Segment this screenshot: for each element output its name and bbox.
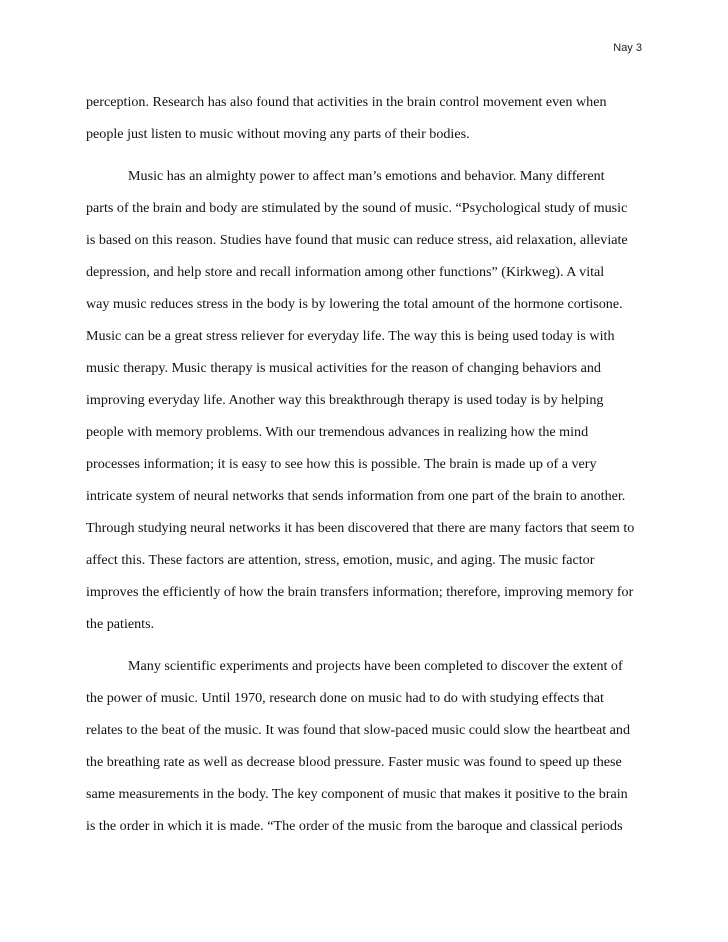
paragraph	[86, 86, 646, 150]
text-line: people with memory problems. With our tremendous advances in realizing how the mind	[86, 424, 589, 440]
text-line: perception. Research has also found that activities in the brain control movement even when	[86, 94, 607, 110]
text-line: the power of music. Until 1970, research done on music had to do with studying effects that	[86, 690, 604, 706]
text-line: music therapy. Music therapy is musical activities for the reason of changing behaviors and	[86, 360, 601, 376]
text-line: is based on this reason. Studies have found that music can reduce stress, aid relaxation, alleviate	[86, 232, 628, 248]
text-line: improves the efficiently of how the brain transfers information; therefore, improving memory for	[86, 584, 634, 600]
paragraph	[86, 160, 646, 640]
text-line: way music reduces stress in the body is by lowering the total amount of the hormone cortisone.	[86, 296, 623, 312]
text-line: Many scientific experiments and projects have been completed to discover the extent of	[128, 658, 623, 674]
page-number-header: Nay 3	[613, 42, 642, 54]
text-line: the breathing rate as well as decrease blood pressure. Faster music was found to speed up these	[86, 754, 622, 770]
text-line: improving everyday life. Another way this breakthrough therapy is used today is by helping	[86, 392, 604, 408]
document-body	[86, 86, 646, 842]
text-line: Music has an almighty power to affect man’s emotions and behavior. Many different	[128, 168, 605, 184]
text-line: the patients.	[86, 616, 155, 632]
text-line: is the order in which it is made. “The order of the music from the baroque and classical periods	[86, 818, 623, 834]
text-line: Through studying neural networks it has been discovered that there are many factors that seem to	[86, 520, 635, 536]
text-line: same measurements in the body. The key component of music that makes it positive to the brain	[86, 786, 628, 802]
text-line: parts of the brain and body are stimulated by the sound of music. “Psychological study of music	[86, 200, 628, 216]
text-line: affect this. These factors are attention, stress, emotion, music, and aging. The music factor	[86, 552, 595, 568]
text-line: intricate system of neural networks that sends information from one part of the brain to another.	[86, 488, 626, 504]
text-line: processes information; it is easy to see how this is possible. The brain is made up of a very	[86, 456, 597, 472]
text-line: depression, and help store and recall information among other functions” (Kirkweg). A vital	[86, 264, 605, 280]
text-line: Music can be a great stress reliever for everyday life. The way this is being used today is with	[86, 328, 615, 344]
text-line: people just listen to music without moving any parts of their bodies.	[86, 126, 470, 142]
text-line: relates to the beat of the music. It was found that slow-paced music could slow the heartbeat and	[86, 722, 631, 738]
paragraph	[86, 650, 646, 842]
